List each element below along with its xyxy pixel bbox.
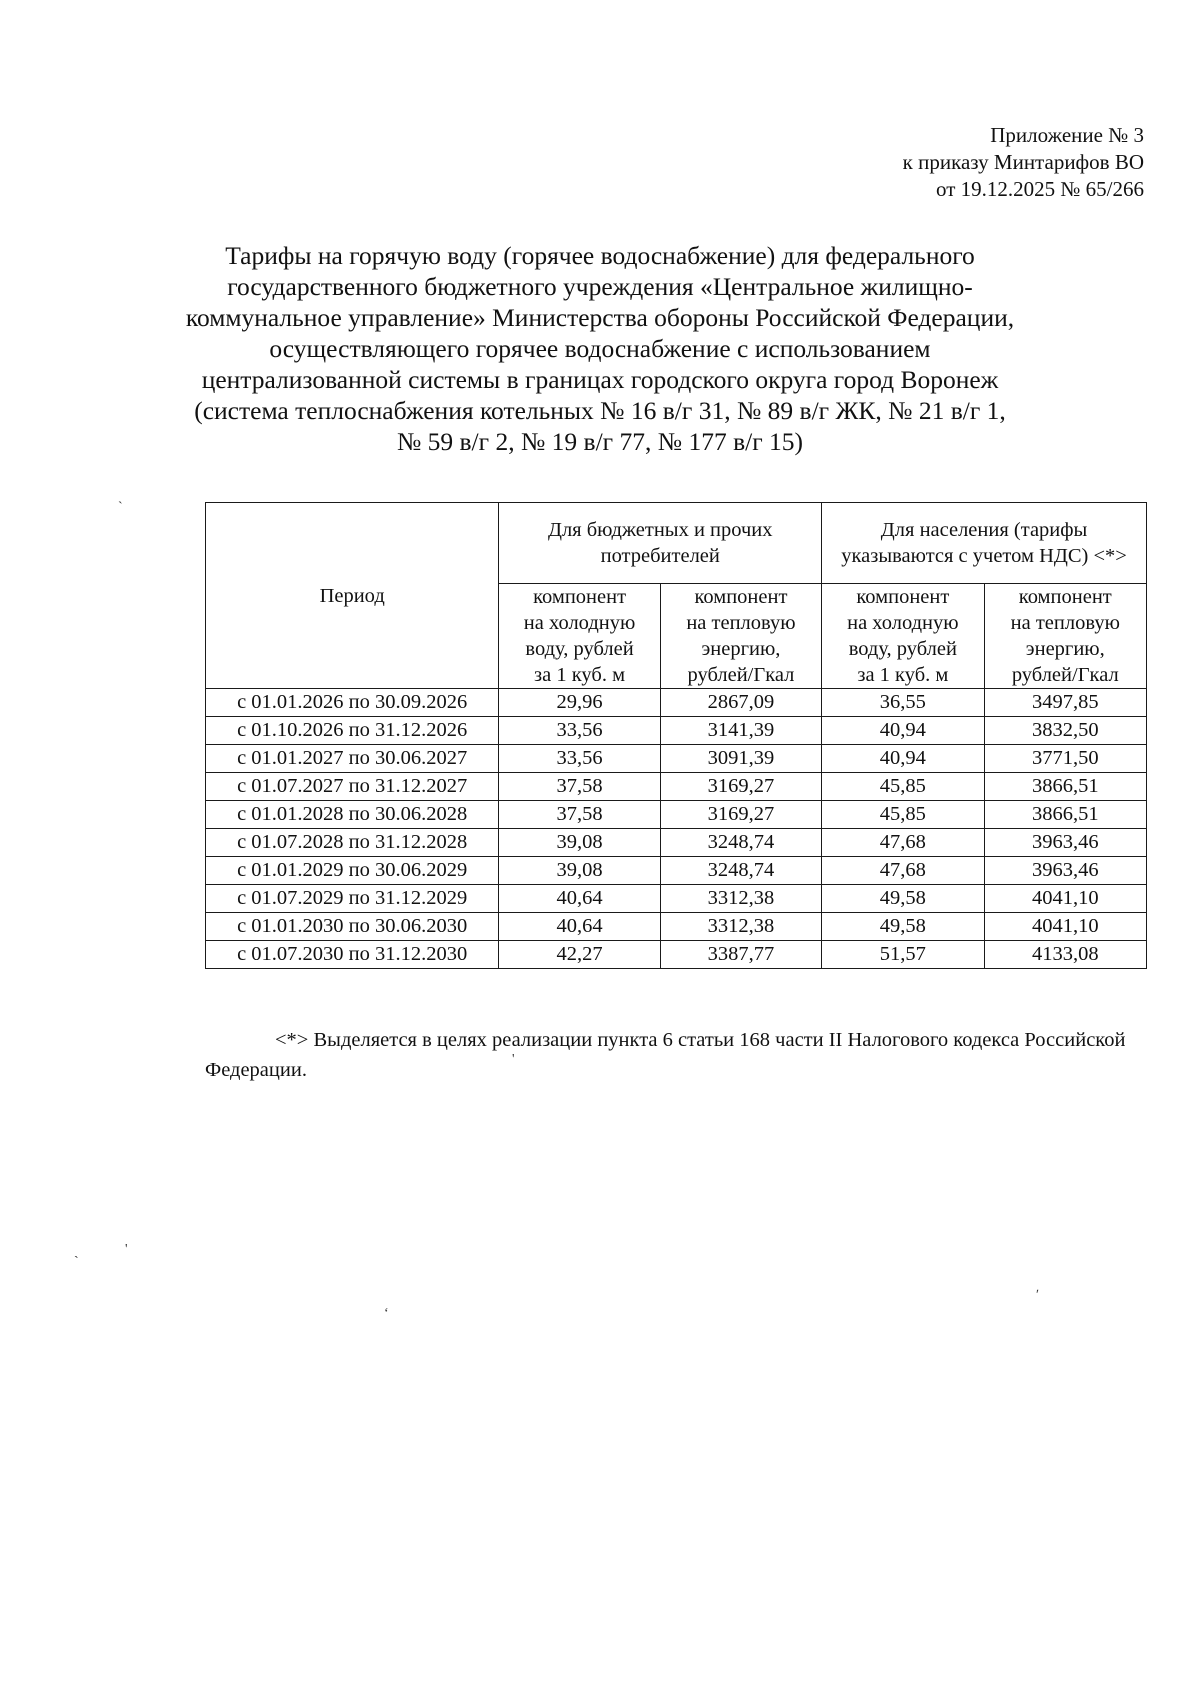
header-line: воду, рублей — [848, 638, 957, 660]
population-heat-energy-header — [984, 584, 1146, 689]
budget-cold-cell: 37,58 — [499, 773, 660, 801]
scan-speck: ʹ — [1036, 1288, 1040, 1303]
population-heat-cell: 3866,51 — [984, 773, 1146, 801]
header-line: за 1 куб. м — [534, 664, 626, 686]
scan-speck: ' — [125, 1242, 128, 1257]
population-cold-cell: 51,57 — [822, 941, 984, 969]
appendix-line: от 19.12.2025 № 65/266 — [935, 177, 1144, 201]
budget-heat-cell: 3387,77 — [660, 941, 821, 969]
period-cell: с 01.01.2030 по 30.06.2030 — [206, 913, 499, 941]
period-cell: с 01.01.2028 по 30.06.2028 — [206, 801, 499, 829]
title-line: № 59 в/г 2, № 19 в/г 77, № 177 в/г 15) — [396, 427, 804, 456]
budget-cold-cell: 33,56 — [499, 717, 660, 745]
budget-heat-cell: 3248,74 — [660, 829, 821, 857]
population-heat-cell: 4133,08 — [984, 941, 1146, 969]
period-header: Период — [206, 503, 499, 689]
period-cell: с 01.01.2029 по 30.06.2029 — [206, 857, 499, 885]
scan-speck: ` — [118, 500, 123, 515]
header-line: рублей/Гкал — [1011, 664, 1119, 686]
population-heat-cell: 3866,51 — [984, 801, 1146, 829]
population-heat-cell: 4041,10 — [984, 913, 1146, 941]
title-line: коммунальное управление» Министерства обороны Российской Федерации, — [185, 303, 1015, 332]
budget-cold-cell: 39,08 — [499, 829, 660, 857]
budget-heat-cell: 3169,27 — [660, 773, 821, 801]
population-heat-cell: 3963,46 — [984, 829, 1146, 857]
population-cold-cell: 40,94 — [822, 745, 984, 773]
budget-consumers-header: Для бюджетных и прочих потребителей — [499, 503, 822, 584]
budget-heat-cell: 3248,74 — [660, 857, 821, 885]
table-row — [206, 801, 1147, 829]
population-header: Для населения (тарифы указываются с учетом НДС) <*> — [822, 503, 1147, 584]
budget-heat-cell: 3141,39 — [660, 717, 821, 745]
header-line: рублей/Гкал — [687, 664, 795, 686]
header-line: на холодную — [847, 612, 959, 634]
footnote: <*> Выделяется в целях реализации пункта 6 статьи 168 части II Налогового кодекса Российской Федерации. — [205, 1029, 1126, 1081]
appendix-line: Приложение № 3 — [990, 123, 1144, 147]
population-cold-cell: 47,68 — [822, 829, 984, 857]
budget-heat-cell: 3312,38 — [660, 913, 821, 941]
header-line: воду, рублей — [525, 638, 634, 660]
table-row — [206, 885, 1147, 913]
header-line: на тепловую — [1010, 612, 1120, 634]
budget-heat-cell: 2867,09 — [660, 689, 821, 717]
table-row — [206, 941, 1147, 969]
header-line: компонент — [1018, 586, 1112, 608]
header-line: на холодную — [523, 612, 636, 634]
table-row — [206, 773, 1147, 801]
period-cell: с 01.10.2026 по 31.12.2026 — [206, 717, 499, 745]
population-cold-cell: 45,85 — [822, 801, 984, 829]
table-header-row — [206, 503, 1147, 584]
budget-heat-cell: 3169,27 — [660, 801, 821, 829]
population-heat-cell: 3832,50 — [984, 717, 1146, 745]
population-cold-cell: 49,58 — [822, 885, 984, 913]
population-cold-water-header — [822, 584, 984, 689]
period-cell: с 01.07.2029 по 31.12.2029 — [206, 885, 499, 913]
period-cell: с 01.07.2030 по 31.12.2030 — [206, 941, 499, 969]
population-cold-cell: 49,58 — [822, 913, 984, 941]
title-line: государственного бюджетного учреждения «Центральное жилищно- — [227, 272, 973, 301]
table-row — [206, 913, 1147, 941]
appendix-line: к приказу Минтарифов ВО — [902, 150, 1144, 174]
table-row — [206, 857, 1147, 885]
period-cell: с 01.01.2027 по 30.06.2027 — [206, 745, 499, 773]
period-cell: с 01.07.2027 по 31.12.2027 — [206, 773, 499, 801]
budget-cold-cell: 42,27 — [499, 941, 660, 969]
document-title — [150, 240, 1050, 457]
period-cell: с 01.07.2028 по 31.12.2028 — [206, 829, 499, 857]
budget-heat-cell: 3091,39 — [660, 745, 821, 773]
appendix-header — [903, 122, 1144, 203]
population-heat-cell: 4041,10 — [984, 885, 1146, 913]
header-line: на тепловую — [686, 612, 796, 634]
budget-cold-cell: 37,58 — [499, 801, 660, 829]
header-line: компонент — [533, 586, 627, 608]
table-row — [206, 689, 1147, 717]
population-cold-cell: 40,94 — [822, 717, 984, 745]
title-line: осуществляющего горячее водоснабжение с использованием — [269, 334, 931, 363]
header-line: энергию, — [1025, 638, 1105, 660]
table-row — [206, 745, 1147, 773]
scan-speck: ' — [512, 1052, 515, 1067]
table-row — [206, 717, 1147, 745]
population-cold-cell: 47,68 — [822, 857, 984, 885]
budget-cold-cell: 39,08 — [499, 857, 660, 885]
budget-cold-cell: 33,56 — [499, 745, 660, 773]
period-cell: с 01.01.2026 по 30.09.2026 — [206, 689, 499, 717]
title-line: централизованной системы в границах городского округа город Воронеж — [201, 365, 999, 394]
scan-speck: ‘ — [384, 1306, 389, 1321]
title-line: (система теплоснабжения котельных № 16 в/г 31, № 89 в/г ЖК, № 21 в/г 1, — [194, 396, 1006, 425]
population-heat-cell: 3497,85 — [984, 689, 1146, 717]
budget-cold-cell: 40,64 — [499, 885, 660, 913]
title-line: Тарифы на горячую воду (горячее водоснабжение) для федерального — [225, 241, 975, 270]
population-cold-cell: 36,55 — [822, 689, 984, 717]
header-line: компонент — [694, 586, 788, 608]
table-row — [206, 829, 1147, 857]
budget-cold-water-header — [499, 584, 660, 689]
scan-speck: ˎ — [74, 1244, 79, 1259]
population-cold-cell: 45,85 — [822, 773, 984, 801]
header-line: за 1 куб. м — [857, 664, 949, 686]
header-line: энергию, — [701, 638, 781, 660]
budget-cold-cell: 40,64 — [499, 913, 660, 941]
population-heat-cell: 3771,50 — [984, 745, 1146, 773]
budget-heat-energy-header — [660, 584, 821, 689]
budget-cold-cell: 29,96 — [499, 689, 660, 717]
budget-heat-cell: 3312,38 — [660, 885, 821, 913]
header-line: компонент — [856, 586, 950, 608]
tariffs-table — [205, 502, 1147, 969]
population-heat-cell: 3963,46 — [984, 857, 1146, 885]
